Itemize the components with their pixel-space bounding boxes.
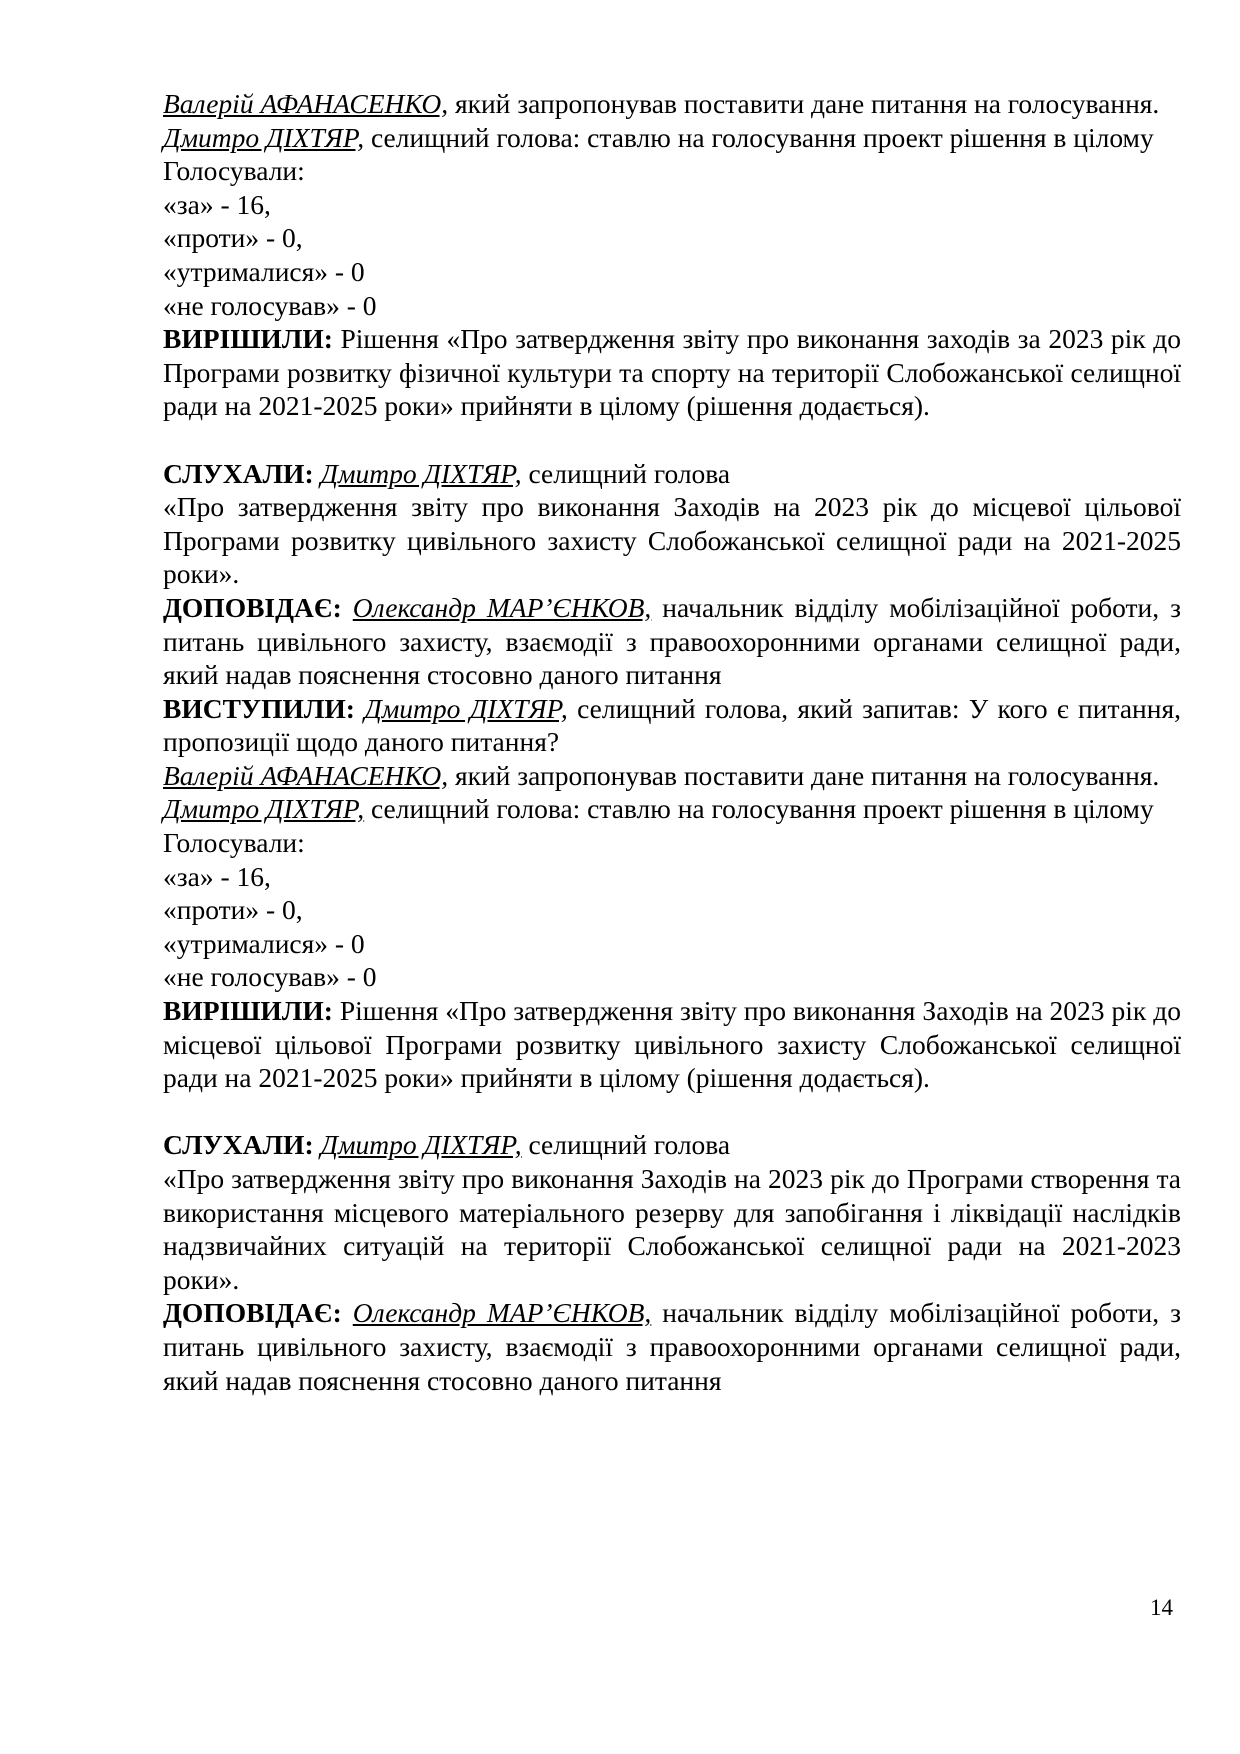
speaker-text: селищний голова: ставлю на голосування проект рішення в цілому	[364, 121, 1154, 153]
report-label: ДОПОВІДАЄ:	[163, 591, 342, 623]
page-number: 14	[1150, 1595, 1173, 1620]
paragraph-gap	[163, 1095, 1181, 1129]
decision-paragraph	[163, 994, 1181, 1095]
vote-line: «проти» - 0,	[163, 222, 303, 254]
heard-paragraph	[163, 457, 1181, 491]
vote-line: «утрималися» - 0	[163, 927, 365, 959]
speaker-name: Дмитро ДІХТЯР,	[163, 793, 365, 825]
spoke-name: Дмитро ДІХТЯР,	[364, 692, 568, 724]
report-name: Олександр МАР’ЄНКОВ,	[352, 1297, 652, 1329]
speaker-name: Дмитро ДІХТЯР,	[163, 121, 365, 153]
decided-label: ВИРІШИЛИ:	[163, 995, 333, 1027]
vote-line: «за» - 16,	[163, 188, 271, 220]
report-name: Олександр МАР’ЄНКОВ,	[352, 591, 652, 623]
heard-name: Дмитро ДІХТЯР,	[320, 457, 522, 489]
voting-label: Голосували:	[163, 155, 305, 187]
speaker-text: селищний голова: ставлю на голосування проект рішення в цілому	[364, 793, 1154, 825]
report-paragraph	[163, 591, 1181, 692]
speaker-paragraph	[163, 121, 1181, 155]
vote-line: «не голосував» - 0	[163, 961, 377, 993]
report-label: ДОПОВІДАЄ:	[163, 1297, 342, 1329]
topic-paragraph: «Про затвердження звіту про виконання Заходів на 2023 рік до місцевої цільової Програми розвитку цивільного захисту Слобожанської селищної ради на 2021-2025 роки».	[163, 491, 1181, 590]
heard-label: СЛУХАЛИ:	[163, 1129, 314, 1161]
vote-line: «за» - 16,	[163, 860, 271, 892]
speaker-paragraph	[163, 792, 1181, 826]
page-content	[163, 87, 1181, 1397]
decision-paragraph	[163, 322, 1181, 423]
speaker-name: Валерій АФАНАСЕНКО,	[163, 88, 449, 119]
spoke-paragraph	[163, 692, 1181, 759]
vote-line: «проти» - 0,	[163, 894, 303, 926]
decided-label: ВИРІШИЛИ:	[163, 323, 333, 355]
speaker-name: Валерій АФАНАСЕНКО,	[163, 759, 449, 791]
heard-paragraph	[163, 1128, 1181, 1162]
voting-label: Голосували:	[163, 827, 305, 859]
spoke-text: селищний голова, який запитав: У кого є питання, пропозиції щодо даного питання?	[163, 692, 1181, 758]
speaker-text: який запропонував поставити дане питання на голосування.	[448, 88, 1160, 119]
heard-label: СЛУХАЛИ:	[163, 457, 314, 489]
decided-text: Рішення «Про затвердження звіту про виконання Заходів на 2023 рік до місцевої цільової Програми розвитку цивільного захисту Слобожанської селищної ради на 2021-2025 роки» прийняти в цілому (рішення додається).	[163, 995, 1181, 1094]
vote-line: «не голосував» - 0	[163, 289, 377, 321]
report-text: начальник відділу мобілізаційної роботи, з питань цивільного захисту, взаємодії з правоохоронними органами селищної ради, який надав пояснення стосовно даного питання	[163, 1297, 1181, 1396]
decided-text: Рішення «Про затвердження звіту про виконання заходів за 2023 рік до Програми розвитку фізичної культури та спорту на території Слобожанської селищної ради на 2021-2025 роки» прийняти в цілому (рішення додається).	[163, 323, 1181, 422]
speaker-paragraph	[163, 87, 1181, 121]
vote-line: «утрималися» - 0	[163, 255, 365, 287]
speaker-paragraph	[163, 759, 1181, 793]
report-text: начальник відділу мобілізаційної роботи, з питань цивільного захисту, взаємодії з правоохоронними органами селищної ради, який надав пояснення стосовно даного питання	[163, 591, 1181, 691]
heard-role: селищний голова	[521, 1129, 731, 1161]
spoke-label: ВИСТУПИЛИ:	[163, 692, 355, 724]
heard-name: Дмитро ДІХТЯР,	[320, 1129, 522, 1161]
paragraph-gap	[163, 423, 1181, 457]
report-paragraph	[163, 1296, 1181, 1397]
topic-paragraph: «Про затвердження звіту про виконання Заходів на 2023 рік до Програми створення та використання місцевого матеріального резерву для запобігання і ліквідації наслідків надзвичайних ситуацій на території Слобожанської селищної ради на 2021-2023 роки».	[163, 1163, 1181, 1295]
heard-role: селищний голова	[521, 457, 731, 489]
speaker-text: який запропонував поставити дане питання на голосування.	[448, 759, 1160, 791]
